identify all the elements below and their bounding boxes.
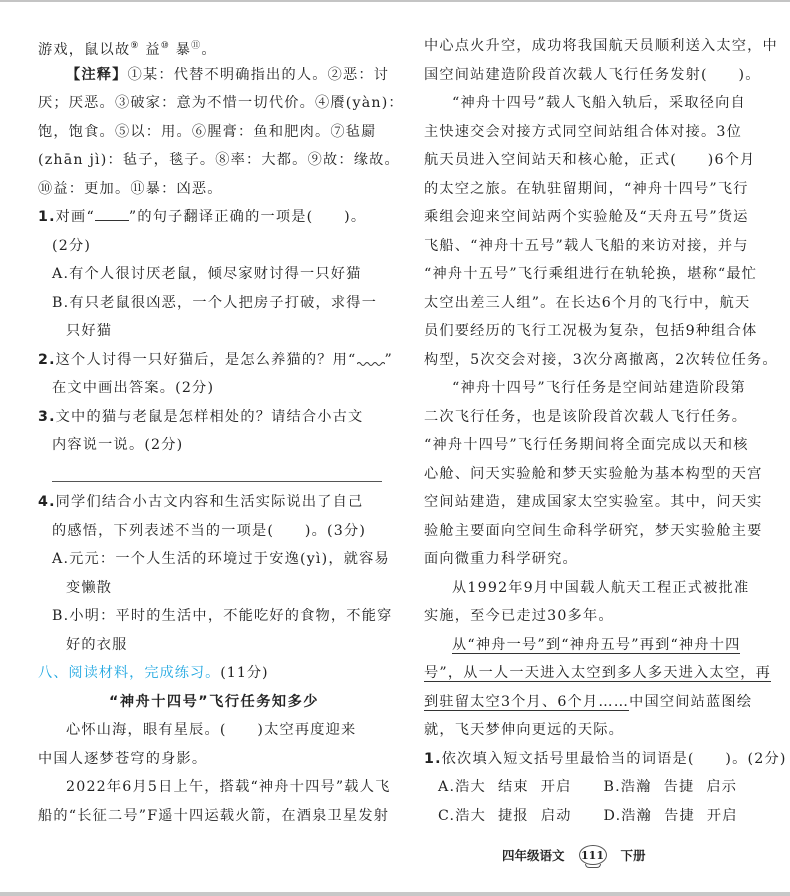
paragraph-line: 航天员进入空间站天和核心舱，正式( )6个月 [424,152,756,168]
right-column [424,32,787,830]
option-word: 捷报 [498,807,529,824]
paragraph-line: 面向微重力科学研究。 [424,551,578,567]
footnote-ref-11: ⑪ [191,41,202,51]
paragraph-line: 2022年6月5日上午，搭载“神舟十四号”载人飞 [66,779,391,795]
paragraph-line: 中心点火升空，成功将我国航天员顺利送入太空，中 [424,38,778,54]
text: 中国空间站蓝图绘 [629,693,753,710]
paragraph-line: 乘组会迎来空间站两个实验舱及“天舟五号”货运 [424,209,749,225]
note-text: ①某：代替不明确指出的人。②恶：讨 [127,66,390,83]
paragraph-line: 船的“长征二号”F遥十四运载火箭，在酒泉卫星发射 [38,807,390,824]
footer-volume-label: 下册 [620,848,646,863]
paragraph-line: 的太空之旅。在轨驻留期间，“神舟十四号”飞行 [424,180,749,197]
option-a[interactable] [438,773,604,802]
option-b-cont: 只好猫 [66,323,113,339]
answer-line[interactable] [38,460,390,489]
paragraph-line: 太空出差三人组”。在长达6个月的飞行中，航天 [424,294,751,311]
article-title: “神舟十四号”飞行任务知多少 [109,693,319,710]
notes-line: (zhān jì)：毡子，毯子。⑧率：大都。⑨故：缘故。 [38,152,400,168]
notes-block [38,61,404,204]
wavy-underline-icon [357,350,385,364]
question-score: (2分) [52,237,92,254]
option-b[interactable]: B.小明：平时的生活中，不能吃好的食物，不能穿 [52,608,393,624]
option-word: 开启 [540,779,572,795]
option-word: A.浩大 [438,779,486,795]
paragraph-line: “神舟十四号”飞行任务期间将全面完成以天和核 [424,437,749,453]
option-c[interactable] [438,802,604,831]
underlined-paragraph-line [424,659,769,688]
paragraph-line [424,688,769,717]
paragraph-line: 构型，5次交会对接，3次分离撤离，2次转位任务。 [424,351,778,368]
text: 暴 [175,42,192,58]
text: 游戏，鼠以故 [38,42,131,58]
question-1 [38,203,390,346]
classical-text-ending [38,32,390,61]
notes-line [38,61,390,90]
option-word: 启动 [540,807,572,824]
question-text: 文中的猫与老鼠是怎样相处的？请结合小古文 [55,408,364,425]
footnote-ref-10: ⑩ [160,41,170,51]
question-text: 这个人讨得一只好猫后，是怎么养猫的？用“ [55,351,357,368]
question-text: 依次填入短文括号里最恰当的词语是( )。(2分) [441,750,787,767]
underlined-text: 到驻留太空3个月、6个月…… [424,693,630,710]
paragraph-line: 空间站建造，建成国家太空实验室。其中，问天实 [424,494,763,510]
option-b[interactable] [604,773,770,802]
paragraph-line: “神舟十四号”载人飞船入轨后，采取径向自 [452,95,746,111]
paragraph-line: 实施，至今已走过30多年。 [424,608,614,624]
question-3 [38,403,390,489]
paragraph-line: 验舱主要面向空间生命科学研究，梦天实验舱主要 [424,522,763,539]
notes-label: 【注释】 [66,66,128,83]
paragraph-line: “神舟十五号”飞行乘组进行在轨轮换，堪称“最忙 [424,266,758,282]
paragraph-line: 飞船、“神舟十五号”载人飞船的来访对接，并与 [424,237,749,254]
paragraph-line: 二次飞行任务，也是该阶段首次载人飞行任务。 [424,408,748,425]
paragraph-line: 心舱、问天实验舱和梦天实验舱为基本构型的天宫 [424,465,763,482]
underline-marker [95,206,129,221]
option-b[interactable]: B.有只老鼠很凶恶，一个人把房子打破，求得一 [52,294,378,311]
option-a[interactable]: A.有个人很讨厌老鼠，倾尽家财讨得一只好猫 [52,266,362,282]
option-word: 开启 [706,807,738,824]
paragraph-line: 就，飞天梦伸向更远的天际。 [424,722,625,738]
options-row [424,773,769,802]
options-row [424,802,769,831]
question-4 [38,488,393,659]
footnote-ref-9: ⑨ [130,41,140,51]
notes-line: 饱，饱食。⑤以：用。⑥腥膏：鱼和肥肉。⑦毡罽 [38,123,377,140]
page-footer [502,845,646,865]
section-8-heading [38,659,390,688]
heading-text: 八、阅读材料，完成练习。 [38,665,221,681]
option-word: 告捷 [664,807,695,824]
paragraph-line: 员们要经历的飞行工况极为复杂，包括9种组合体 [424,323,758,339]
paragraph-line: 主快速交会对接方式同空间站组合体对接。3位 [424,123,742,140]
underlined-text: 号”，从一人一天进入太空到多人多天进入太空，再 [424,665,771,681]
question-2 [38,346,393,403]
question-text: ” [384,351,393,368]
question-text: 的感悟，下列表述不当的一项是( )。(3分) [52,522,367,539]
text: 益 [145,42,161,58]
option-word: 告捷 [663,779,695,795]
question-number: 1. [424,750,442,767]
paragraph-line: 国空间站建造阶段首次载人飞行任务发射( )。 [424,66,761,83]
option-word: 结束 [497,779,529,795]
question-number: 3. [38,408,56,425]
section-score: (11分) [220,665,269,681]
bottom-border [0,892,790,896]
underlined-text: 从“神舟一号”到“神舟五号”再到“神舟十四 [452,636,741,653]
footer-grade-label: 四年级语文 [502,848,565,863]
option-d[interactable] [604,802,770,831]
reading-question-1 [424,745,787,831]
question-text: 同学们结合小古文内容和生活实际说出了自己 [55,494,364,510]
paragraph-line: 从1992年9月中国载人航天工程正式被批准 [452,579,750,596]
text: 。 [201,42,217,58]
paragraph-line: 心怀山海，眼有星辰。( )太空再度迎来 [66,722,357,738]
notes-line: ⑩益：更加。⑪暴：凶恶。 [38,180,223,197]
paragraph-line: 中国人逐梦苍穹的身影。 [38,750,208,767]
question-text: 在文中画出答案。(2分) [52,380,215,396]
question-number: 4. [38,494,56,510]
question-number: 1. [38,209,56,225]
question-number: 2. [38,351,56,368]
question-text: 内容说一说。(2分) [52,437,184,453]
option-word: D.浩瀚 [603,807,653,824]
option-a[interactable]: A.元元：一个人生活的环境过于安逸(yì)，就容易 [52,551,390,567]
left-column [38,32,404,830]
notes-line: 厌；厌恶。③破家：意为不惜一切代价。④餍(yàn)： [38,95,404,111]
option-word: C.浩大 [438,807,487,824]
paragraph-line: “神舟十四号”飞行任务是空间站建造阶段第 [452,380,746,396]
option-b-cont: 好的衣服 [66,636,128,653]
question-text: 对画“ [55,209,95,225]
option-word: B.浩瀚 [603,779,652,795]
option-word: 启示 [706,779,738,795]
question-text: ”的句子翻译正确的一项是( )。 [128,209,367,225]
top-border [0,0,790,2]
underlined-paragraph-line [424,631,769,660]
option-a-cont: 变懒散 [66,579,113,596]
page-number-badge: 111 [579,845,607,865]
